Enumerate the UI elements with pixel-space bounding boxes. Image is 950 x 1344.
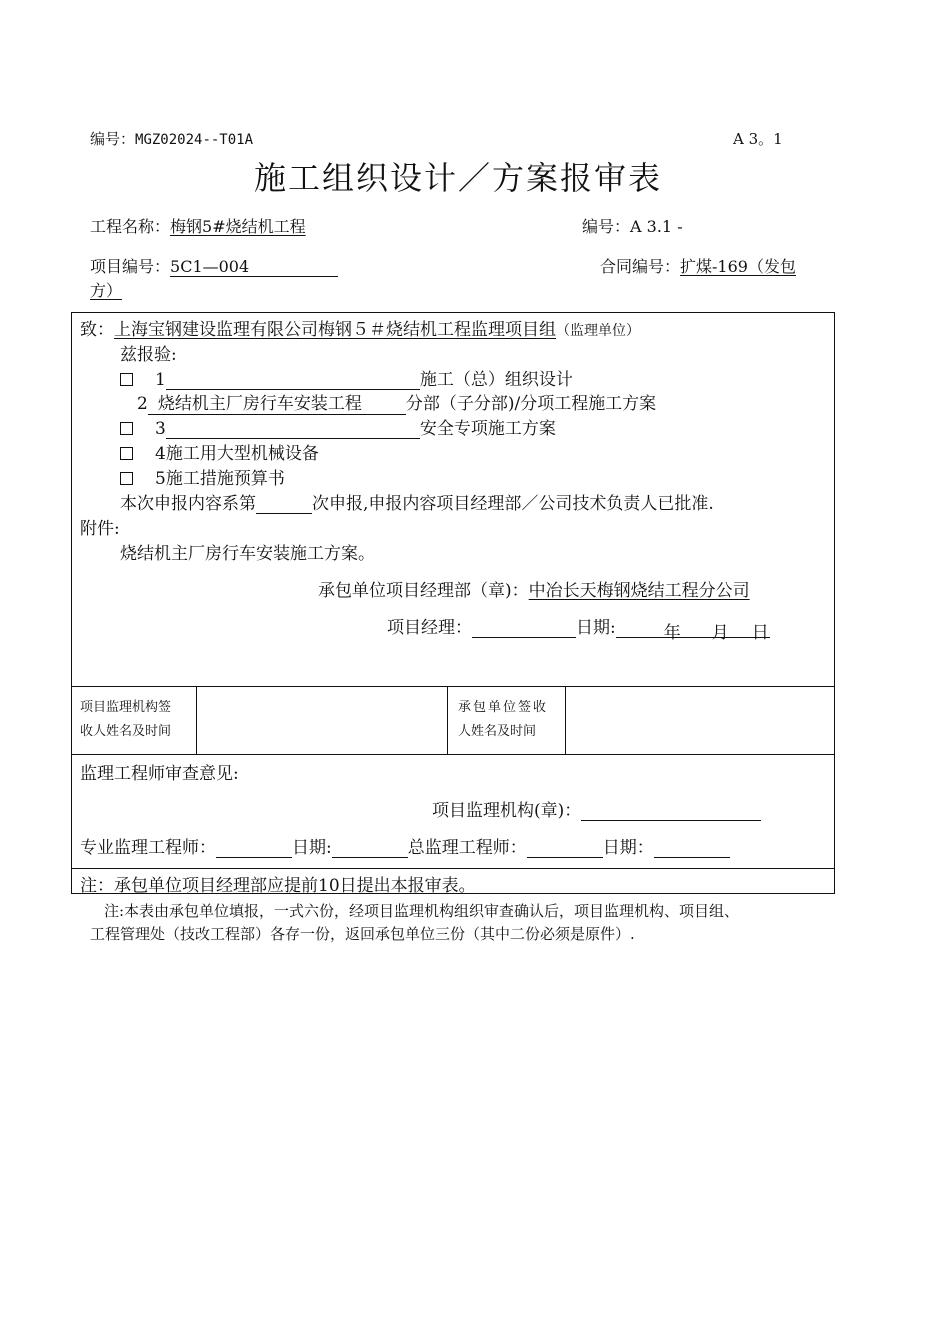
project-name-value: 梅钢5#烧结机工程 [170,217,306,236]
document-number: 编号：A 3.1 - [582,217,683,236]
contract-number-value: 扩煤-169（发包 [680,257,796,276]
item-1-checkbox[interactable] [120,373,133,386]
addressee-value: 上海宝钢建设监理有限公司梅钢５＃烧结机工程监理项目组 [114,320,556,340]
footer-note-line1: 注:本表由承包单位填报，一式六份，经项目监理机构组织审查确认后，项目监理机构、项目组、 [104,902,740,920]
divider-receipt [71,686,835,687]
attachment-label: 附件: [80,519,120,539]
serial-number: 编号：MGZ02024--T01A [90,130,254,148]
submission-declaration: 本次申报内容系第 次申报,申报内容项目经理部／公司技术负责人已批准. [120,494,714,514]
item-number: 项目编号：5C1—004 [90,254,338,277]
contractor-receiver-label: 承包单位签收 人姓名及时间 [458,700,549,739]
item-3-checkbox[interactable] [120,422,133,435]
contract-number-cont: 方） [90,281,123,300]
engineer-signatures: 专业监理工程师： 日期: 总监理工程师： 日期： [80,833,730,858]
supervision-org-seal: 项目监理机构(章)： [432,796,761,821]
supervisor-receiver-label: 项目监理机构签 收人姓名及时间 [80,700,172,739]
addressee: 致：上海宝钢建设监理有限公司梅钢５＃烧结机工程监理项目组（监理单位） [80,320,640,340]
engineer-date-blank [332,841,408,858]
submission-count-blank [256,497,312,514]
divider-col2 [447,686,448,754]
supervision-org-blank [581,804,761,821]
page-title: 施工组织设计／方案报审表 [254,159,663,197]
divider-col3 [565,686,566,754]
item-2: 2 烧结机主厂房行车安装工程 分部（子分部)/分项工程施工方案 [137,389,656,415]
contractor-department-value: 中冶长天梅钢烧结工程分公司 [528,581,750,601]
item-3: 3 安全专项施工方案 [120,414,556,439]
submission-intro: 兹报验: [120,345,177,365]
divider-note [71,868,835,869]
item-1: 1 施工（总）组织设计 [120,365,573,390]
project-manager-line: 项目经理： 日期: 年 月 日 [387,618,769,643]
footer-note-line2: 工程管理处（技改工程部）各存一份，返回承包单位三份（其中二份必须是原件）. [90,925,635,943]
attachment-value: 烧结机主厂房行车安装施工方案。 [120,544,375,564]
item-4-checkbox[interactable] [120,447,133,460]
form-code: A 3。1 [733,130,783,148]
table-note: 注：承包单位项目经理部应提前10日提出本报审表。 [80,876,476,896]
item-number-value: 5C1—004 [170,257,250,276]
item-1-blank [166,373,420,390]
divider-col1 [196,686,197,754]
item-5-checkbox[interactable] [120,472,133,485]
item-2-value: 烧结机主厂房行车安装工程 [157,394,362,414]
review-opinion-label: 监理工程师审查意见: [80,764,239,784]
item-3-blank [166,422,420,439]
divider-review [71,754,835,755]
project-manager-signature [472,621,576,638]
contractor-department: 承包单位项目经理部（章)：中冶长天梅钢烧结工程分公司 [318,581,750,601]
item-5: 5施工措施预算书 [120,464,285,489]
contract-number: 合同编号：扩煤-169（发包 [600,257,796,276]
item-4: 4施工用大型机械设备 [120,439,319,464]
project-name: 工程名称：梅钢5#烧结机工程 [90,217,306,236]
engineer-signature-blank [216,841,292,858]
chief-signature-blank [527,841,603,858]
chief-date-blank [654,841,730,858]
